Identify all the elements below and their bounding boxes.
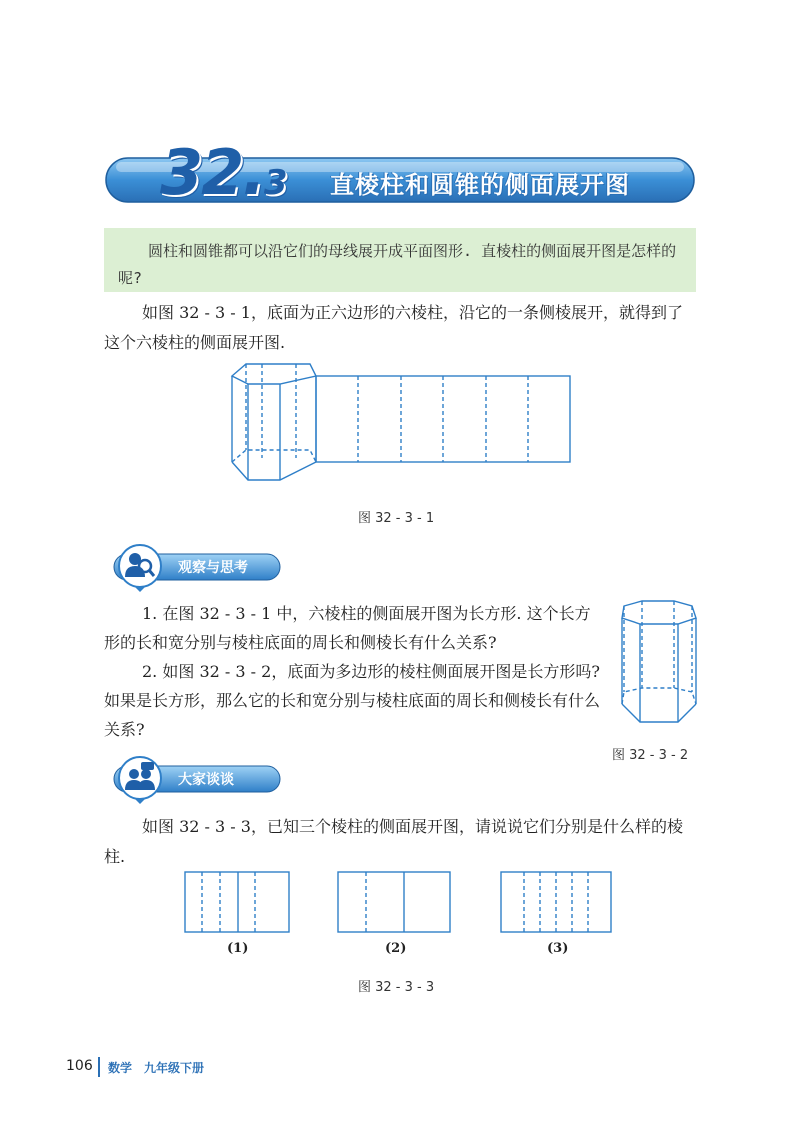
prism-top-face (622, 601, 696, 624)
question-2: 2. 如图 32 - 3 - 2，底面为多边形的棱柱侧面展开图是长方形吗? 如果是长方形，那么它的长和宽分别与棱柱底面的周长和侧棱长有什么关系? (104, 662, 601, 739)
section-number-sub: 3 (263, 163, 286, 203)
book-title: 数学 九年级下册 (108, 1061, 205, 1075)
prism-hidden-bottom (232, 450, 316, 462)
page-number: 106 (66, 1058, 93, 1074)
discuss-icon (124, 761, 156, 793)
prism-bottom-front (232, 462, 316, 480)
paragraph-2: 如图 32 - 3 - 3，已知三个棱柱的侧面展开图，请说说它们分别是什么样的棱柱. (104, 817, 683, 866)
figure-2-caption: 图 32 - 3 - 2 (612, 748, 689, 763)
net-1-label: (1) (227, 941, 249, 956)
observe-think-label: 观察与思考 (178, 560, 248, 576)
section-number-main: 32. (160, 136, 264, 209)
figure-32-3-1 (226, 362, 576, 492)
net-3-label: (3) (547, 941, 569, 956)
footer-divider (98, 1057, 100, 1077)
question-1: 1. 在图 32 - 3 - 1 中，六棱柱的侧面展开图为长方形. 这个长方形的长和宽分别与棱柱底面的周长和侧棱长有什么关系? (104, 604, 591, 652)
net-2-label: (2) (385, 941, 407, 956)
section-number (160, 136, 286, 209)
figure-32-3-3-net-2 (337, 871, 453, 933)
figure-32-3-3-net-1 (184, 871, 290, 933)
prism-hidden-bottom (622, 688, 696, 704)
paragraph-1: 如图 32 - 3 - 1，底面为正六边形的六棱柱，沿它的一条侧棱展开，就得到了这个六棱柱的侧面展开图. (104, 303, 683, 352)
figure-32-3-2 (612, 600, 702, 730)
prism-top-face (232, 364, 316, 384)
figure-32-3-3-net-3 (500, 871, 612, 933)
figure-3-caption: 图 32 - 3 - 3 (358, 980, 435, 995)
figure-1-caption: 图 32 - 3 - 1 (358, 511, 435, 526)
discuss-label: 大家谈谈 (178, 772, 234, 788)
intro-box: 圆柱和圆锥都可以沿它们的母线展开成平面图形. 直棱柱的侧面展开图是怎样的呢? (104, 228, 696, 292)
observe-icon (124, 549, 156, 581)
section-title: 直棱柱和圆锥的侧面展开图 (330, 171, 630, 199)
prism-bottom-front (622, 704, 696, 722)
